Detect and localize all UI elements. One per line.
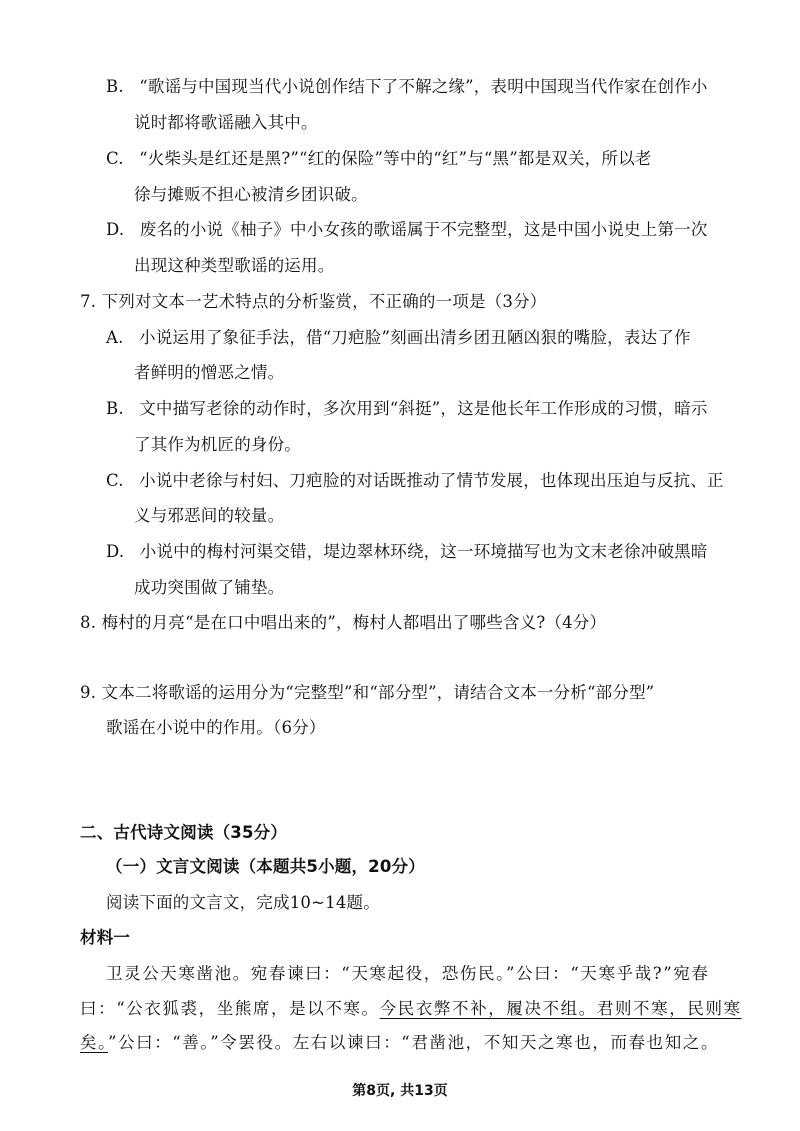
- underlined-sentence-end: 矣。: [80, 1033, 108, 1052]
- option-c-prev-line1: C. “火柴头是红还是黑?”“红的保险”等中的“红”与“黑”都是双关，所以老: [106, 149, 652, 168]
- q7-option-b-line2: 了其作为机匠的身份。: [134, 435, 301, 454]
- q7-option-b-line1: B. 文中描写老徐的动作时，多次用到“斜挺”，这是他长年工作形成的习惯，暗示: [106, 399, 708, 418]
- question-8: 8. 梅村的月亮“是在口中唱出来的”，梅村人都唱出了哪些含义?（4分）: [80, 613, 607, 632]
- section-title: 二、古代诗文阅读（35分）: [80, 823, 288, 842]
- option-d-prev-line2: 出现这种类型歌谣的运用。: [134, 256, 335, 275]
- option-d-prev-line1: D. 废名的小说《柚子》中小女孩的歌谣属于不完整型，这是中国小说史上第一次: [106, 220, 708, 239]
- q7-option-c-line2: 义与邪恶间的较量。: [134, 506, 285, 525]
- reading-instruction: 阅读下面的文言文，完成10~14题。: [106, 893, 380, 912]
- q7-option-c-line1: C. 小说中老徐与村妇、刀疤脸的对话既推动了情节发展，也体现出压迫与反抗、正: [106, 471, 724, 490]
- passage-line-2: 曰：“公衣狐裘，坐熊席，是以不寒。今民衣弊不补，履决不组。君则不寒，民则寒: [80, 999, 742, 1018]
- q7-option-d-line1: D. 小说中的梅村河渠交错，堤边翠林环绕，这一环境描写也为文末老徐冲破黑暗: [106, 542, 708, 561]
- option-label: A.: [106, 328, 124, 347]
- question-7: 7. 下列对文本一艺术特点的分析鉴赏，不正确的一项是（3分）: [80, 292, 547, 311]
- page-footer: 第8页, 共13页: [352, 1083, 448, 1099]
- option-label: B.: [106, 399, 124, 418]
- passage-line-3: 矣。”公曰：“善。”令罢役。左右以谏曰：“君凿池，不知天之寒也，而春也知之。: [80, 1033, 720, 1052]
- option-label: C.: [106, 471, 124, 490]
- option-label: D.: [106, 542, 125, 561]
- q7-option-a-line2: 者鲜明的憎恶之情。: [134, 363, 285, 382]
- option-label: B.: [106, 77, 124, 96]
- option-label: D.: [106, 220, 125, 239]
- passage-line-1: 卫灵公天寒凿池。宛春谏曰：“天寒起役，恐伤民。”公曰：“天寒乎哉?”宛春: [106, 964, 710, 983]
- material-label: 材料一: [80, 928, 131, 947]
- question-9-line1: 9. 文本二将歌谣的运用分为“完整型”和“部分型”，请结合文本一分析“部分型”: [80, 683, 655, 702]
- option-b-prev-line1: B. “歌谣与中国现当代小说创作结下了不解之缘”，表明中国现当代作家在创作小: [106, 77, 708, 96]
- option-c-prev-line2: 徐与摊贩不担心被清乡团识破。: [134, 185, 368, 204]
- underlined-sentence: 今民衣弊不补，履决不组。君则不寒，民则寒: [379, 999, 742, 1018]
- q7-option-d-line2: 成功突围做了铺垫。: [134, 578, 285, 597]
- option-b-prev-line2: 说时都将歌谣融入其中。: [134, 113, 318, 132]
- question-9-line2: 歌谣在小说中的作用。（6分）: [106, 718, 326, 737]
- subsection-title: （一）文言文阅读（本题共5小题，20分）: [106, 857, 425, 876]
- q7-option-a-line1: A. 小说运用了象征手法，借“刀疤脸”刻画出清乡团丑陋凶狠的嘴脸，表达了作: [106, 328, 691, 347]
- option-label: C.: [106, 149, 124, 168]
